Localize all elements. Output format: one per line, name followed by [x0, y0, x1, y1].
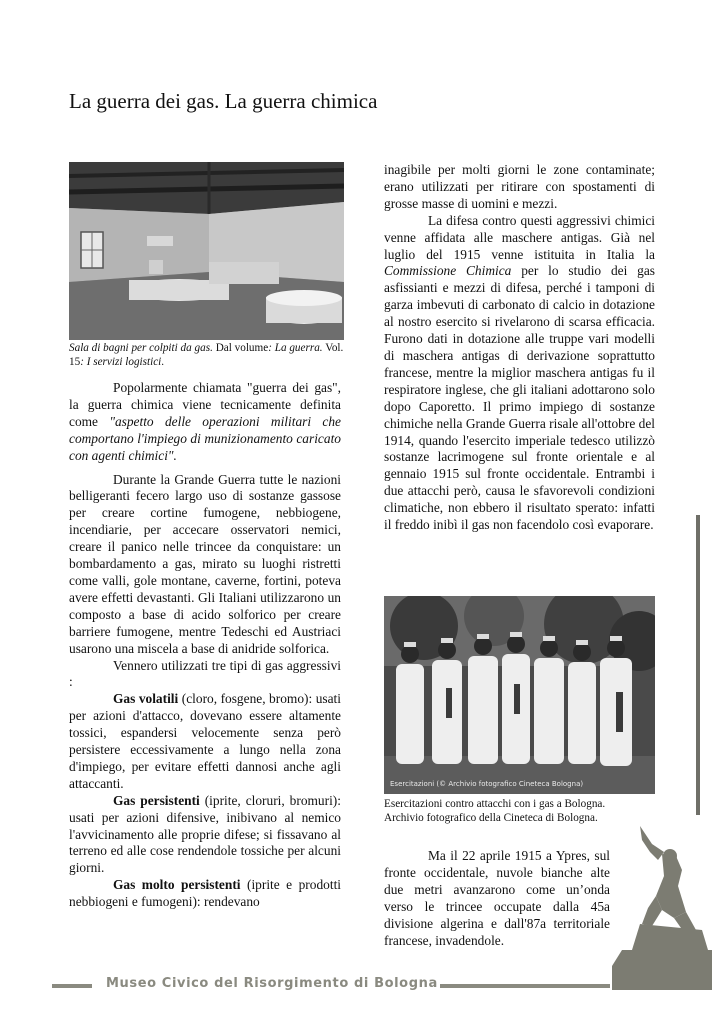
statue-silhouette [612, 826, 712, 990]
page-title: La guerra dei gas. La guerra chimica [69, 89, 378, 113]
paragraph: Durante la Grande Guerra tutte le nazioni belligeranti fecero largo uso di sostanze gassose per creare cortine fumogene, nebbiogene, incendiarie, per accecare osservatori nemici, creare il panico nelle trincee da conquistare: un bombardamento a gas, mirato su luoghi ristretti come valli, gole montane, caverne, fortini, poteva avere effetti devastanti. Gli Italiani utilizzarono un composto a base di acido solforico per creare barriere fumogene, mentre Tedeschi ed Austriaci usarono una miscela a base di anidride solforica. [69, 471, 341, 656]
footer-rule-right [440, 984, 610, 988]
paragraph: Popolarmente chiamata "guerra dei gas", la guerra chimica viene tecnicamente definita come "aspetto delle operazioni militari che comportano l'impiego di munizionamento caricato con agenti chimici". [69, 380, 341, 463]
paragraph: inagibile per molti giorni le zone contaminate; erano utilizzati per ritirare con spostamenti di grosse masse di uomini e mezzi. [384, 162, 655, 211]
footer-museum-name: Museo Civico del Risorgimento di Bologna [106, 976, 438, 991]
photo-watermark: Esercitazioni (© Archivio fotografico Cineteca Bologna) [390, 780, 584, 788]
left-column [69, 380, 341, 911]
paragraph: Gas volatili (cloro, fosgene, bromo): usati per azioni d'attacco, dovevano essere altamente tossici, espandersi velocemente senza però persistere eccessivamente a lungo nella zona d'impiego, per evitare effetti dannosi anche agli attaccanti. [69, 691, 341, 791]
paragraph: Ma il 22 aprile 1915 a Ypres, sul fronte occidentale, nuvole bianche alte due metri avanzarono come un’onda verso le trincee occupate dalla 45a divisione algerina e dall'87a territoriale francese, invadendole. [384, 848, 610, 948]
gas-mask-photo-caption: Esercitazioni contro attacchi con i gas a Bologna. Archivio fotografico della Cineteca di Bologna. [384, 798, 606, 824]
bath-photo-caption: Sala di bagni per colpiti da gas. Dal volume: La guerra. Vol. 15: I servizi logistici. [69, 342, 344, 368]
bath-room-photo [69, 162, 344, 340]
paragraph: Gas molto persistenti (iprite e prodotti nebbiogeni e fumogeni): rendevano [69, 877, 342, 910]
paragraph: Gas persistenti (iprite, cloruri, bromuri): usati per azioni difensive, inibivano al nemico l'avvicinamento alle proprie difese; si fissavano al terreno ed alle cose rendendole tossiche per alcuni giorni. [69, 792, 341, 876]
paragraph: Vennero utilizzati tre tipi di gas aggressivi : [69, 657, 341, 690]
right-column [384, 162, 655, 534]
gas-mask-exercise-photo [384, 596, 655, 794]
sidebar-rule [696, 515, 700, 815]
footer-rule-left [52, 984, 92, 988]
paragraph: La difesa contro questi aggressivi chimici venne affidata alle maschere antigas. Già nel luglio del 1915 venne istituita in Italia la Commissione Chimica per lo studio dei gas asfissianti e mezzi di difesa, perché i tamponi di garza imbevuti di carbonato di calcio in dotazione al nostro esercito si rivelarono di scarsa efficacia. Furono dati in dotazione alle truppe vari modelli di maschera antigas di derivazione soprattutto francese, mentre la miglior maschera antigas fu il respiratore inglese, che gli italiani adottarono solo dopo Caporetto. Il primo impiego di sostanze chimiche nella Grande Guerra risale all'ottobre del 1914, quando l'esercito imperiale tedesco utilizzò sostanze lacrimogene sul fronte orientale e al gennaio 1915 sul fronte occidentale. Entrambi i due attacchi però, causa le sfavorevoli condizioni climatiche, non ebbero il risultato sperato: infatti il freddo inibì il gas non facendolo così evaporare. [384, 212, 655, 533]
right-column-bottom [384, 848, 610, 949]
